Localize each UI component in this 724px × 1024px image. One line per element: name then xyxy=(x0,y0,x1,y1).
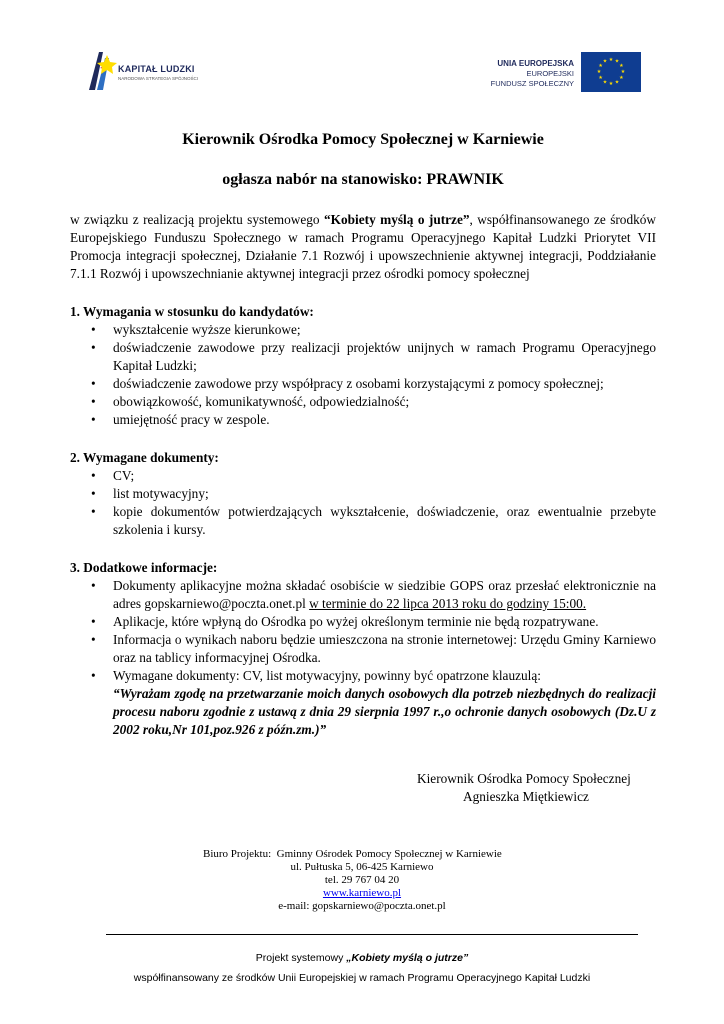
section2-heading: 2. Wymagane dokumenty: xyxy=(70,450,219,465)
submission-text: Dokumenty aplikacyjne można składać osobiście w siedzibie GOPS oraz przesłać elektronicznie na adres gopskarniewo@poczta.onet.pl xyxy=(113,578,656,611)
page-header xyxy=(0,0,724,110)
footer-project-title: „Kobiety myślą o jutrze” xyxy=(346,952,469,964)
list-item xyxy=(113,577,656,613)
kapital-ludzki-subtitle: NARODOWA STRATEGIA SPÓJNOŚCI xyxy=(118,76,199,81)
svg-text:★: ★ xyxy=(619,63,624,69)
project-name: “Kobiety myślą o jutrze” xyxy=(324,212,470,227)
office-phone: tel. 29 767 04 20 xyxy=(324,874,400,886)
intro-text-start: w związku z realizacją projektu systemowego xyxy=(70,212,325,227)
footer-divider xyxy=(106,934,638,935)
list-item: • wykształcenie wyższe kierunkowe; xyxy=(113,321,656,339)
svg-text:★: ★ xyxy=(602,79,608,86)
consent-clause: “Wyrażam zgodę na przetwarzanie moich danych osobowych dla potrzeb niezbędnych do realizacji procesu naboru zgodnie z ustawą z dnia 29 sierpnia 1997 r.,o ochronie danych osobowych (Dz.U z 2002 roku,Nr 101,poz.926 z późn.zm.)” xyxy=(113,686,656,737)
list-item: • CV; xyxy=(113,467,656,485)
list-item: • kopie dokumentów potwierdzających wykształcenie, doświadczenie, oraz ewentualnie przebyte szkolenia i kursy. xyxy=(113,503,656,539)
svg-text:★: ★ xyxy=(614,79,620,86)
section3-heading: 3. Dodatkowe informacje: xyxy=(70,560,218,575)
additional-info-list xyxy=(70,577,656,739)
office-website-link[interactable]: www.karniewo.pl xyxy=(322,887,402,899)
svg-text:★: ★ xyxy=(598,75,603,81)
svg-text:★: ★ xyxy=(619,75,624,81)
list-item: • obowiązkowość, komunikatywność, odpowiedzialność; xyxy=(113,393,656,411)
document-title: Kierownik Ośrodka Pomocy Społecznej w Karniewie xyxy=(182,131,544,148)
svg-text:★: ★ xyxy=(614,58,620,65)
svg-text:★: ★ xyxy=(608,57,614,63)
eu-logo-line2: EUROPEJSKI xyxy=(526,69,574,78)
kapital-ludzki-title: KAPITAŁ LUDZKI xyxy=(118,64,195,74)
footer-line1 xyxy=(0,948,724,968)
list-item: • Aplikacje, które wpłyną do Ośrodka po wyżej określonym terminie nie będą rozpatrywane. xyxy=(113,613,656,631)
documents-list xyxy=(70,467,656,539)
signature-role: Kierownik Ośrodka Pomocy Społecznej xyxy=(417,771,631,786)
intro-text-end: , współfinansowanego ze środków Europejskiego Funduszu Społecznego w ramach Programu Operacyjnego Kapitał Ludzki Priorytet VII Promocja integracji społecznej, Działanie 7.1 Rozwój i upowszechnienie aktywnej integracji, Poddziałanie 7.1.1 Rozwój i upowszechnianie aktywnej integracji przez ośrodki pomocy społecznej xyxy=(70,212,656,281)
signature-name: Agnieszka Miętkiewicz xyxy=(463,789,589,804)
svg-text:★: ★ xyxy=(598,63,603,69)
office-email: e-mail: gopskarniewo@poczta.onet.pl xyxy=(278,900,446,912)
list-item: • list motywacyjny; xyxy=(113,485,656,503)
requirements-list xyxy=(70,321,656,429)
deadline-text: w terminie do 22 lipca 2013 roku do godziny 15:00. xyxy=(309,596,587,611)
office-address: ul. Pułtuska 5, 06-425 Karniewo xyxy=(290,861,434,873)
footer-line2: współfinansowany ze środków Unii Europejskiej w ramach Programu Operacyjnego Kapitał Ludzki xyxy=(133,972,591,984)
list-item: • umiejętność pracy w zespole. xyxy=(113,411,656,429)
section1-heading: 1. Wymagania w stosunku do kandydatów: xyxy=(70,304,314,319)
office-name-row xyxy=(203,848,502,861)
list-item: • doświadczenie zawodowe przy współpracy z osobami korzystającymi z pomocy społecznej; xyxy=(113,375,656,393)
svg-text:★: ★ xyxy=(608,81,614,87)
office-label: Biuro Projektu: xyxy=(203,848,272,860)
svg-text:★: ★ xyxy=(602,58,608,65)
eu-flag-icon xyxy=(581,52,641,92)
svg-text:★: ★ xyxy=(596,69,602,75)
document-subtitle: ogłasza nabór na stanowisko: PRAWNIK xyxy=(222,171,504,188)
svg-text:★: ★ xyxy=(620,69,626,75)
intro-paragraph xyxy=(70,211,656,283)
list-item: • doświadczenie zawodowe przy realizacji projektów unijnych w ramach Programu Operacyjnego Kapitał Ludzki; xyxy=(113,339,656,375)
office-website-row xyxy=(0,887,724,900)
office-name: Gminny Ośrodek Pomocy Społecznej w Karniewie xyxy=(276,848,502,860)
kapital-ludzki-emblem-icon xyxy=(86,50,118,92)
kapital-ludzki-logo xyxy=(86,50,211,96)
list-item: • Informacja o wynikach naboru będzie umieszczona na stronie internetowej: Urzędu Gminy Karniewo oraz na tablicy informacyjnej Ośrodka. xyxy=(113,631,656,667)
clause-intro: Wymagane dokumenty: CV, list motywacyjny, powinny być opatrzone klauzulą: xyxy=(113,668,541,683)
eu-logo-text xyxy=(491,59,574,89)
eu-logo-line1: UNIA EUROPEJSKA xyxy=(497,59,574,68)
page-footer xyxy=(0,948,724,988)
footer-prefix: Projekt systemowy xyxy=(255,952,347,964)
announcement-body xyxy=(70,130,656,804)
list-item xyxy=(113,667,656,739)
eu-logo-line3: FUNDUSZ SPOŁECZNY xyxy=(490,79,574,88)
